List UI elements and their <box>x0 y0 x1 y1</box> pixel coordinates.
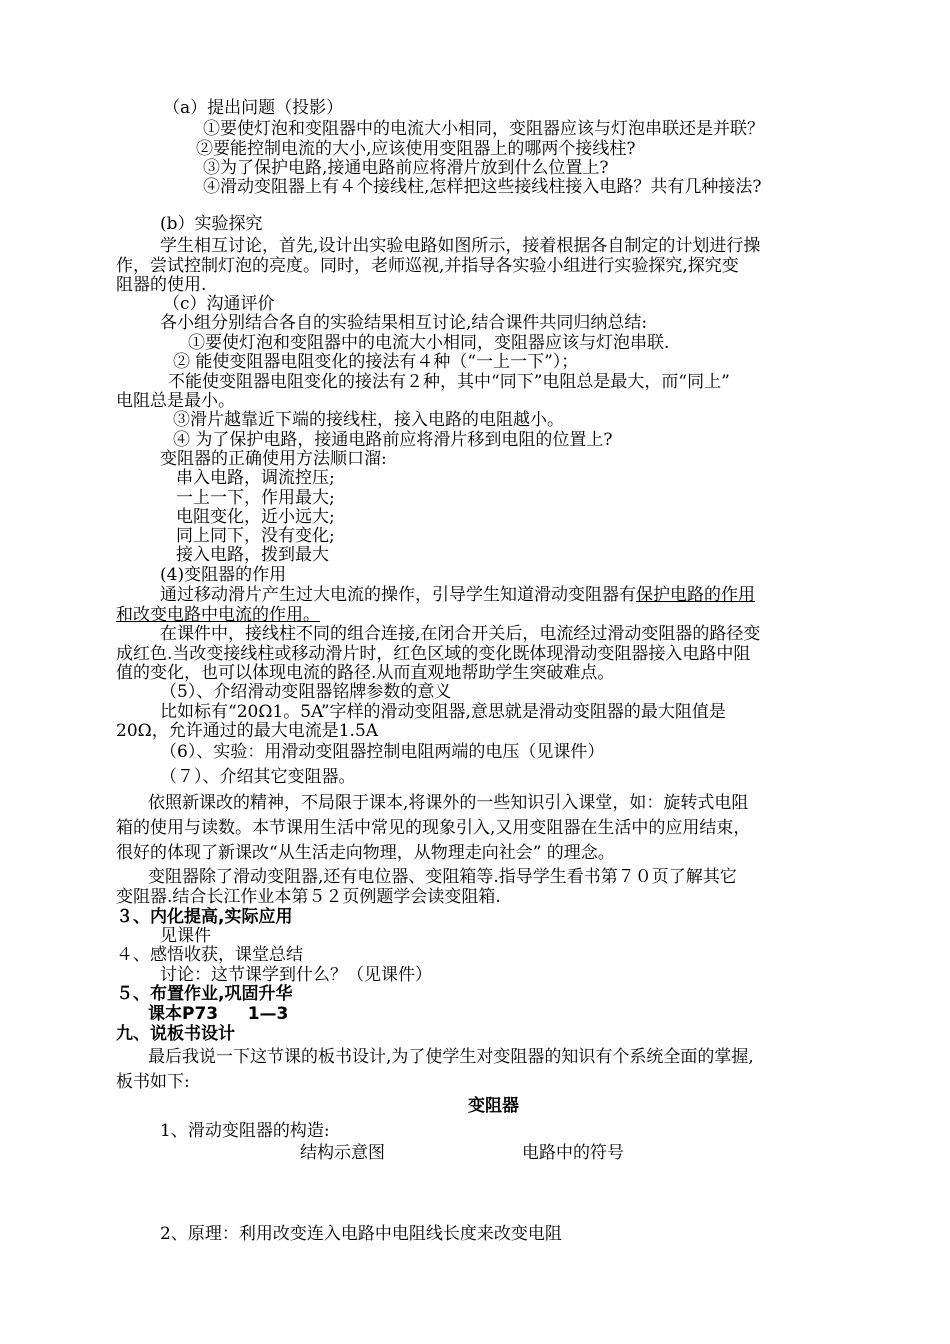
section-6-title: （6）、实验：用滑动变阻器控制电阻两端的电压（见课件） <box>160 742 605 762</box>
rhyme-title: 变阻器的正确使用方法顺口溜: <box>160 449 387 469</box>
conclusion-4: ③滑片越靠近下端的接线柱，接入电路的电阻越小。 <box>173 410 564 430</box>
heading-9: 九、说板书设计 <box>116 1024 235 1044</box>
section-4-paragraph: 值的变化，也可以体现电流的路径.从而直观地帮助学生突破难点。 <box>116 663 615 683</box>
underlined-text: 保护电路的作用 <box>636 585 755 605</box>
heading-3-body: 见课件 <box>160 926 211 946</box>
board-item-2: 2、原理：利用改变连入电路中电阻线长度来改变电阻 <box>160 1224 562 1244</box>
rhyme-line: 串入电路，调流控压; <box>176 468 335 488</box>
board-item-1-symbol: 电路中的符号 <box>522 1143 624 1163</box>
section-5-title: （5）、介绍滑动变阻器铭牌参数的意义 <box>160 682 452 702</box>
conclusion-3-cont: 电阻总是最小。 <box>116 391 235 411</box>
conclusion-2: ② 能使变阻器电阻变化的接法有４种（“一上一下”）； <box>173 352 579 372</box>
question-4: ④滑动变阻器上有４个接线柱,怎样把这些接线柱接入电路？共有几种接法? <box>203 177 762 197</box>
section-7-paragraph: 很好的体现了新课改“从生活走向物理，从物理走向社会” 的理念。 <box>116 843 615 863</box>
question-3: ③为了保护电路,接通电路前应将滑片放到什么位置上? <box>203 158 609 178</box>
conclusion-3: 不能使变阻器电阻变化的接法有２种，其中“同下”电阻总是最大，而“同上” <box>168 372 730 392</box>
rhyme-line: 同上同下，没有变化; <box>176 526 335 546</box>
section-5-paragraph: 比如标有“20Ω1。5A”字样的滑动变阻器,意思就是滑动变阻器的最大阻值是 <box>160 702 726 722</box>
heading-5-body: 课本P73 1—3 <box>148 1004 289 1024</box>
conclusion-5: ④ 为了保护电路，接通电路前应将滑片移到电阻的位置上? <box>173 430 613 450</box>
section-b-title: (b）实验探究 <box>160 214 263 234</box>
heading-5: ５、布置作业,巩固升华 <box>116 984 293 1004</box>
heading-4-body: 讨论：这节课学到什么？（见课件） <box>160 965 432 985</box>
section-c-title: （c）沟通评价 <box>163 294 275 314</box>
conclusion-1: ①要使灯泡和变阻器中的电流大小相同，变阻器应该与灯泡串联. <box>188 333 670 353</box>
section-7-paragraph: 依照新课改的精神，不局限于课本,将课外的一些知识引入课堂，如：旋转式电阻 <box>148 793 749 813</box>
section-b-paragraph: 学生相互讨论，首先,设计出实验电路如图所示，接着根据各自制定的计划进行操 <box>160 236 761 256</box>
section-a-title: （a）提出问题（投影） <box>163 98 344 118</box>
heading-3: ３、内化提高,实际应用 <box>116 907 293 927</box>
underlined-text: 和改变电路中电流的作用。 <box>116 605 320 625</box>
section-4-paragraph: 在课件中，接线柱不同的组合连接,在闭合开关后，电流经过滑动变阻器的路径变 <box>160 624 761 644</box>
section-7-title: （７）、介绍其它变阻器。 <box>160 767 356 787</box>
section-4-paragraph <box>160 585 755 605</box>
rhyme-line: 接入电路，拨到最大 <box>176 545 329 565</box>
section-4-text: 通过移动滑片产生过大电流的操作，引导学生知道滑动变阻器有 <box>160 585 636 605</box>
board-design-paragraph: 板书如下: <box>116 1072 190 1092</box>
question-2: ②要能控制电流的大小,应该使用变阻器上的哪两个接线柱? <box>196 139 636 159</box>
board-item-1-structure: 结构示意图 <box>300 1143 385 1163</box>
section-7-paragraph: 变阻器除了滑动变阻器,还有电位器、变阻箱等.指导学生看书第７０页了解其它 <box>148 867 737 887</box>
section-b-paragraph: 作，尝试控制灯泡的亮度。同时，老师巡视,并指导各实验小组进行实验探究,探究变 <box>116 256 739 276</box>
section-5-paragraph: 20Ω，允许通过的最大电流是1.5A <box>116 721 379 741</box>
section-b-paragraph: 阻器的使用. <box>116 275 207 295</box>
board-item-1: 1、滑动变阻器的构造: <box>160 1121 330 1141</box>
section-c-intro: 各小组分别结合各自的实验结果相互讨论,结合课件共同归纳总结: <box>160 313 648 333</box>
heading-4: ４、感悟收获，课堂总结 <box>116 945 303 965</box>
question-1: ①要使灯泡和变阻器中的电流大小相同，变阻器应该与灯泡串联还是并联？ <box>203 119 764 139</box>
board-design-paragraph: 最后我说一下这节课的板书设计,为了使学生对变阻器的知识有个系统全面的掌握, <box>148 1047 754 1067</box>
rhyme-line: 电阻变化，近小远大; <box>176 507 335 527</box>
section-4-paragraph: 成红色.当改变接线柱或移动滑片时，红色区域的变化既体现滑动变阻器接入电路中阻 <box>116 644 751 664</box>
section-4-title: (4)变阻器的作用 <box>160 565 287 585</box>
section-7-paragraph: 变阻器.结合长江作业本第５２页例题学会读变阻箱. <box>116 887 501 907</box>
section-7-paragraph: 箱的使用与读数。本节课用生活中常见的现象引入,又用变阻器在生活中的应用结束， <box>116 818 751 838</box>
board-title: 变阻器 <box>468 1096 519 1116</box>
rhyme-line: 一上一下，作用最大; <box>176 488 335 508</box>
